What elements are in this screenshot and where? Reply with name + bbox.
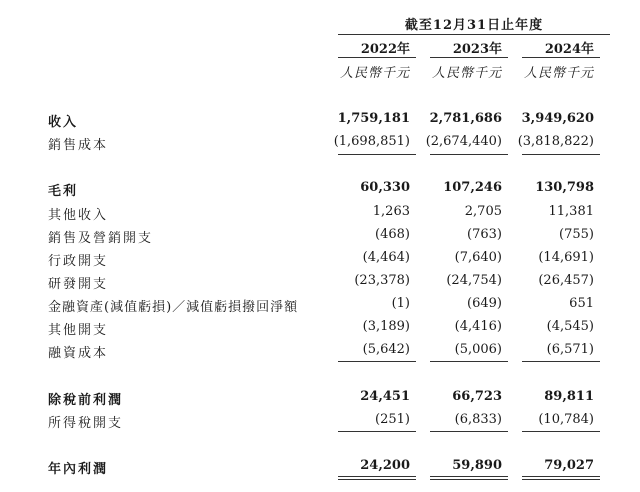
cell-value: 1,263 [372, 204, 410, 219]
cell-value: (1) [391, 296, 410, 311]
total-double-rule [430, 476, 508, 480]
row-label-revenue: 收入 [48, 115, 79, 130]
cell-value: 66,723 [452, 389, 502, 404]
cell-value: 1,759,181 [337, 111, 410, 126]
cell-value: (3,189) [362, 319, 410, 334]
cell-value: (3,818,822) [517, 134, 594, 149]
cell-value: (5,642) [362, 342, 410, 357]
cell-value: (6,833) [454, 412, 502, 427]
row-label-selling-expenses: 銷售及營銷開支 [48, 231, 154, 246]
cell-value: (7,640) [454, 250, 502, 265]
cell-value: (4,416) [454, 319, 502, 334]
cell-value: (10,784) [538, 412, 594, 427]
unit-label: 人民幣千元 [523, 66, 594, 81]
row-label-rnd-expenses: 研發開支 [48, 277, 109, 292]
row-label-profit-before-tax: 除稅前利潤 [48, 393, 124, 408]
cell-value: 11,381 [548, 204, 594, 219]
cell-value: 89,811 [544, 389, 594, 404]
cell-value: (6,571) [546, 342, 594, 357]
row-label-impairment: 金融資產(減值虧損)／減值虧損撥回淨額 [48, 300, 299, 315]
cell-value: (2,674,440) [425, 134, 502, 149]
row-label-other-income: 其他收入 [48, 208, 109, 223]
year-2023: 2023年 [452, 42, 502, 57]
subtotal-rule [430, 361, 508, 362]
cell-value: (468) [375, 227, 410, 242]
cell-value: (649) [467, 296, 502, 311]
cell-value: (4,545) [546, 319, 594, 334]
row-label-cost-of-sales: 銷售成本 [48, 138, 109, 153]
cell-value: 651 [569, 296, 594, 311]
cell-value: 2,781,686 [429, 111, 502, 126]
subtotal-rule [522, 431, 600, 432]
cell-value: 2,705 [464, 204, 502, 219]
subtotal-rule [338, 361, 416, 362]
cell-value: (755) [559, 227, 594, 242]
cell-value: 60,330 [360, 180, 410, 195]
year-underline [338, 57, 416, 58]
period-underline [338, 34, 610, 35]
subtotal-rule [338, 154, 416, 155]
cell-value: (763) [467, 227, 502, 242]
subtotal-rule [430, 154, 508, 155]
cell-value: (14,691) [538, 250, 594, 265]
cell-value: (251) [375, 412, 410, 427]
subtotal-rule [430, 431, 508, 432]
year-2022: 2022年 [360, 42, 410, 57]
cell-value: (24,754) [446, 273, 502, 288]
period-header: 截至12月31日止年度 [404, 18, 544, 33]
row-label-profit-for-year: 年內利潤 [48, 462, 109, 477]
cell-value: 107,246 [443, 180, 502, 195]
total-double-rule [522, 476, 600, 480]
cell-value: (4,464) [362, 250, 410, 265]
cell-value: (26,457) [538, 273, 594, 288]
unit-label: 人民幣千元 [339, 66, 410, 81]
year-2024: 2024年 [544, 42, 594, 57]
cell-value: 130,798 [535, 180, 594, 195]
year-underline [522, 57, 600, 58]
year-underline [430, 57, 508, 58]
subtotal-rule [338, 431, 416, 432]
subtotal-rule [522, 361, 600, 362]
cell-value: 24,451 [360, 389, 410, 404]
row-label-other-expenses: 其他開支 [48, 323, 109, 338]
cell-value: (23,378) [354, 273, 410, 288]
total-double-rule [338, 476, 416, 480]
cell-value: 79,027 [544, 458, 594, 473]
cell-value: 24,200 [360, 458, 410, 473]
row-label-admin-expenses: 行政開支 [48, 254, 109, 269]
cell-value: (1,698,851) [333, 134, 410, 149]
row-label-finance-costs: 融資成本 [48, 346, 109, 361]
subtotal-rule [522, 154, 600, 155]
cell-value: (5,006) [454, 342, 502, 357]
row-label-gross-profit: 毛利 [48, 184, 79, 199]
cell-value: 59,890 [452, 458, 502, 473]
row-label-income-tax: 所得稅開支 [48, 416, 124, 431]
unit-label: 人民幣千元 [431, 66, 502, 81]
cell-value: 3,949,620 [521, 111, 594, 126]
